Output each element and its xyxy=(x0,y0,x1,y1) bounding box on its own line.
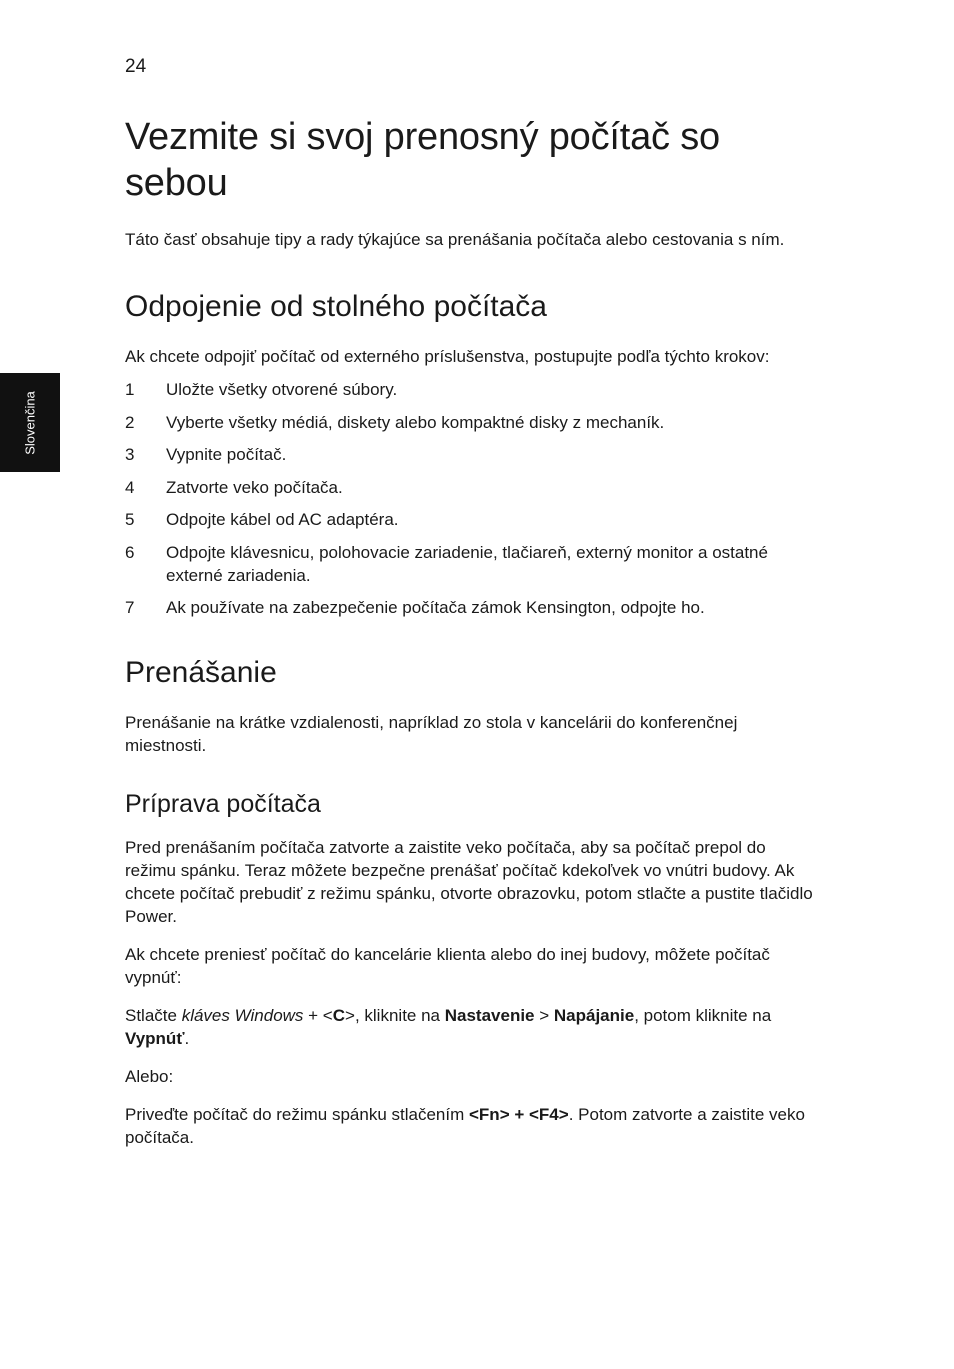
settings-menu-text: Nastavenie xyxy=(444,1006,535,1025)
text-run: >, kliknite na xyxy=(345,1006,445,1025)
language-side-tab-label: Slovenčina xyxy=(22,391,38,455)
step-text: Uložte všetky otvorené súbory. xyxy=(166,380,398,399)
list-item xyxy=(125,508,815,531)
text-run: . xyxy=(184,1029,190,1048)
step-number: 1 xyxy=(125,380,135,399)
step-number: 2 xyxy=(125,412,135,432)
step-number: 3 xyxy=(125,445,135,464)
subsection-heading-preparation: Príprava počítača xyxy=(125,790,321,818)
text-run: > xyxy=(534,1006,554,1025)
list-item xyxy=(125,443,815,466)
step-text: Vypnite počítač. xyxy=(166,445,287,464)
section-disconnect-lead: Ak chcete odpojiť počítač od externého príslušenstva, postupujte podľa týchto krokov: xyxy=(125,347,770,366)
list-item xyxy=(125,476,815,499)
intro-paragraph: Táto časť obsahuje tipy a rady týkajúce sa prenášania počítača alebo cestovania s ním. xyxy=(125,230,785,249)
language-side-tab xyxy=(0,373,60,472)
preparation-instruction-sleep xyxy=(125,1103,815,1149)
disconnect-steps-list xyxy=(125,378,815,619)
step-number: 7 xyxy=(125,598,135,617)
preparation-or: Alebo: xyxy=(125,1067,174,1086)
step-number: 5 xyxy=(125,510,135,529)
preparation-paragraph-1: Pred prenášaním počítača zatvorte a zaistite veko počítača, aby sa počítač prepol do režimu spánku. Teraz môžete bezpečne prenášať počítač kdekoľvek vo vnútri budovy. Ak chcete počítač prebudiť z režimu spánku, otvorte obrazovku, potom stlačte a pustite tlačidlo Power. xyxy=(125,838,813,926)
step-number: 6 xyxy=(125,542,135,562)
windows-key-text: kláves Windows xyxy=(181,1006,304,1025)
c-key-text: C xyxy=(332,1006,346,1025)
list-item xyxy=(125,596,815,619)
preparation-paragraph-2: Ak chcete preniesť počítač do kancelárie klienta alebo do inej budovy, môžete počítač vypnúť: xyxy=(125,945,770,987)
power-menu-text: Napájanie xyxy=(553,1006,635,1025)
list-item xyxy=(125,541,815,587)
text-run: Priveďte počítač do režimu spánku stlačením xyxy=(125,1105,469,1124)
shutdown-menu-text: Vypnúť xyxy=(125,1029,185,1048)
section-heading-disconnect: Odpojenie od stolného počítača xyxy=(125,290,547,323)
text-run: + < xyxy=(303,1006,333,1025)
fn-f4-keys-text: <Fn> + <F4> xyxy=(469,1105,569,1124)
section-heading-carrying: Prenášanie xyxy=(125,656,277,689)
page-number: 24 xyxy=(125,56,147,77)
page-content xyxy=(125,114,815,1164)
step-text: Odpojte klávesnicu, polohovacie zariadenie, tlačiareň, externý monitor a ostatné externé zariadenia. xyxy=(166,542,768,585)
step-text: Vyberte všetky médiá, diskety alebo kompaktné disky z mechaník. xyxy=(166,412,665,432)
step-text: Zatvorte veko počítača. xyxy=(166,477,343,497)
page-title: Vezmite si svoj prenosný počítač so sebou xyxy=(125,116,720,204)
step-text: Odpojte kábel od AC adaptéra. xyxy=(166,510,399,529)
section-carrying-intro: Prenášanie na krátke vzdialenosti, napríklad zo stola v kancelárii do konferenčnej miestnosti. xyxy=(125,713,738,755)
step-number: 4 xyxy=(125,477,135,497)
text-run: , potom kliknite na xyxy=(634,1006,772,1025)
text-run: Stlačte xyxy=(125,1006,182,1025)
preparation-instruction-shutdown xyxy=(125,1004,815,1050)
text-run: . Potom zatvorte a zaistite veko počítača. xyxy=(125,1105,805,1147)
list-item xyxy=(125,378,815,401)
step-text: Ak používate na zabezpečenie počítača zámok Kensington, odpojte ho. xyxy=(166,598,705,617)
list-item xyxy=(125,411,815,434)
